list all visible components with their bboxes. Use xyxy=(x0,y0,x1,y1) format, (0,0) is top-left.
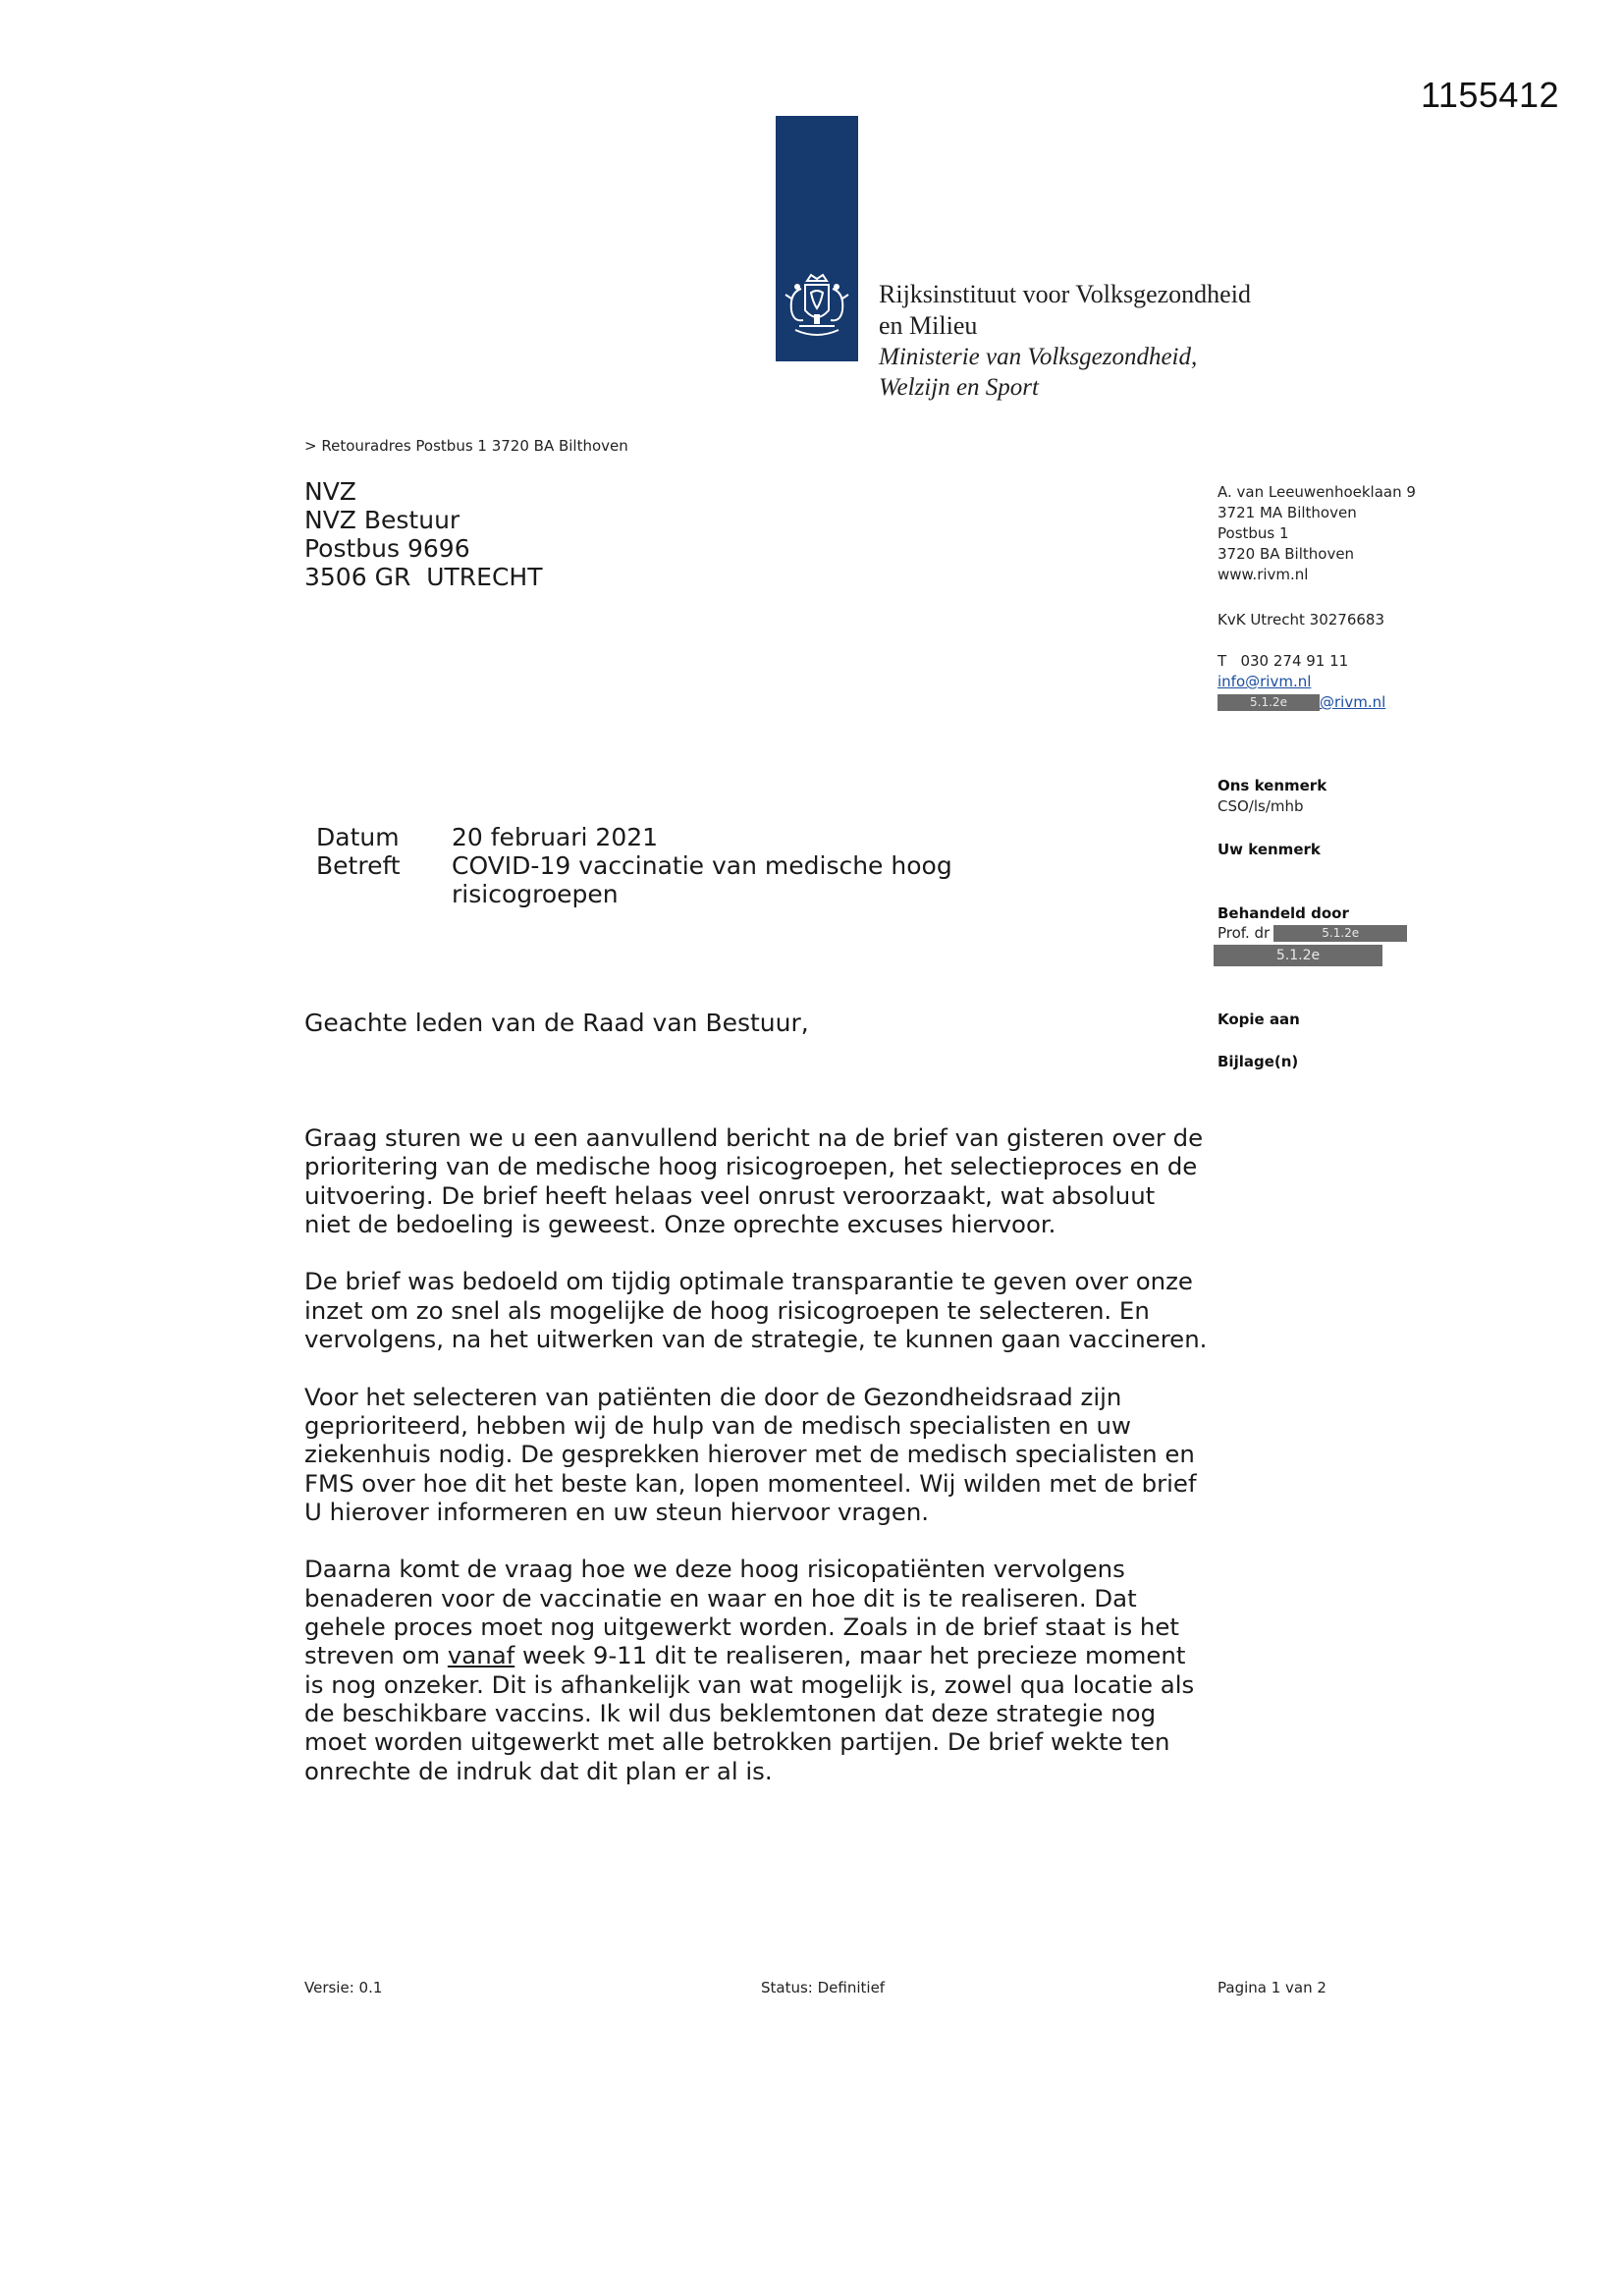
redaction-block: 5.1.2e xyxy=(1273,925,1407,942)
uw-kenmerk-label: Uw kenmerk xyxy=(1218,841,1321,858)
behandeld-door-prefix: Prof. dr xyxy=(1218,924,1271,942)
organization-line-2: en Milieu xyxy=(879,311,978,340)
ons-kenmerk-label: Ons kenmerk xyxy=(1218,777,1327,794)
recipient-line: Postbus 9696 xyxy=(304,534,470,563)
ons-kenmerk-value: CSO/ls/mhb xyxy=(1218,797,1304,815)
document-id: 1155412 xyxy=(1421,75,1559,115)
organization-name xyxy=(879,279,1251,403)
paragraph: Voor het selecteren van patiënten die door de Gezondheidsraad zijn geprioriteerd, hebben wij de hulp van de medisch specialisten en uw ziekenhuis nodig. De gesprekken hierover met de medisch specialisten en FMS over hoe dit het beste kan, lopen momenteel. Wij wilden met de brief U hierover informeren en uw steun hiervoor vragen. xyxy=(304,1382,1197,1526)
datum-value: 20 februari 2021 xyxy=(452,823,659,851)
kopie-aan-label: Kopie aan xyxy=(1218,1011,1300,1028)
sender-phone: T 030 274 91 11 xyxy=(1218,652,1349,670)
recipient-line: NVZ Bestuur xyxy=(304,506,460,534)
recipient-address xyxy=(304,477,542,591)
underlined-text: vanaf xyxy=(447,1641,515,1670)
return-address: > Retouradres Postbus 1 3720 BA Bilthoven xyxy=(304,437,628,455)
sender-address-line: 3720 BA Bilthoven xyxy=(1218,545,1355,563)
organization-line-1: Rijksinstituut voor Volksgezondheid xyxy=(879,280,1251,308)
paragraph: Graag sturen we u een aanvullend bericht na de brief van gisteren over de prioritering van de medische hoog risicogroepen, het selectieproces en de uitvoering. De brief heeft helaas veel onrust veroorzaakt, wat absoluut niet de bedoeling is geweest. Onze oprechte excuses hiervoor. xyxy=(304,1123,1204,1238)
organization-line-3: Ministerie van Volksgezondheid, xyxy=(879,344,1198,370)
letter-meta xyxy=(316,823,982,908)
sender-address xyxy=(1218,482,1416,585)
sender-address-line: A. van Leeuwenhoeklaan 9 xyxy=(1218,483,1416,501)
paragraph: De brief was bedoeld om tijdig optimale transparantie te geven over onze inzet om zo snel als mogelijke de hoog risicogroepen te selecteren. En vervolgens, na het uitwerken van de strategie, te kunnen gaan vaccineren. xyxy=(304,1267,1208,1354)
paragraph-text: week 9-11 dit te realiseren, maar het precieze moment is nog onzeker. Dit is afhankelijk van wat mogelijk is, zowel qua locatie als de beschikbare vaccins. Ik wil dus beklemtonen dat deze strategie nog moet worden uitgewerkt met alle betrokken partijen. De brief wekte ten onrechte de indruk dat dit plan er al is. xyxy=(304,1641,1195,1785)
bijlagen-label: Bijlage(n) xyxy=(1218,1053,1299,1070)
sender-email-2-link[interactable]: @rivm.nl xyxy=(1320,693,1386,711)
datum-row xyxy=(316,823,982,851)
datum-label: Datum xyxy=(316,823,400,851)
behandeld-door-value xyxy=(1218,924,1407,942)
sender-address-line: Postbus 1 xyxy=(1218,524,1289,542)
organization-line-4: Welzijn en Sport xyxy=(879,374,1039,401)
redaction-block: 5.1.2e xyxy=(1214,945,1382,966)
footer-page-number: Pagina 1 van 2 xyxy=(1218,1979,1326,1996)
sender-email-link[interactable]: info@rivm.nl xyxy=(1218,673,1312,690)
betreft-value: COVID-19 vaccinatie van medische hoog risicogroepen xyxy=(452,851,952,908)
betreft-label: Betreft xyxy=(316,851,401,880)
coat-of-arms-icon xyxy=(782,271,852,346)
paragraph xyxy=(304,1555,1208,1784)
footer-status: Status: Definitief xyxy=(761,1979,886,1996)
sender-contact xyxy=(1218,651,1385,713)
sender-address-line: 3721 MA Bilthoven xyxy=(1218,504,1357,521)
sender-website: www.rivm.nl xyxy=(1218,566,1309,583)
rijksoverheid-logo-bar xyxy=(776,116,858,361)
sender-kvk: KvK Utrecht 30276683 xyxy=(1218,611,1384,629)
recipient-line: 3506 GR UTRECHT xyxy=(304,563,543,591)
redaction-block: 5.1.2e xyxy=(1218,694,1320,711)
letter-body xyxy=(304,1123,1208,1814)
recipient-line: NVZ xyxy=(304,477,356,506)
behandeld-door-label: Behandeld door xyxy=(1218,904,1349,922)
salutation: Geachte leden van de Raad van Bestuur, xyxy=(304,1009,809,1037)
behandeld-door-redaction-row xyxy=(1214,945,1382,966)
footer-version: Versie: 0.1 xyxy=(304,1979,383,1996)
paragraph-text: Daarna komt de vraag hoe we deze hoog risicopatiënten vervolgens benaderen voor de vaccinatie en waar en hoe dit is te realiseren. Dat gehele proces moet nog uitgewerkt worden. Zoals in de brief staat is het streven om xyxy=(304,1555,1179,1670)
betreft-row xyxy=(316,851,982,908)
